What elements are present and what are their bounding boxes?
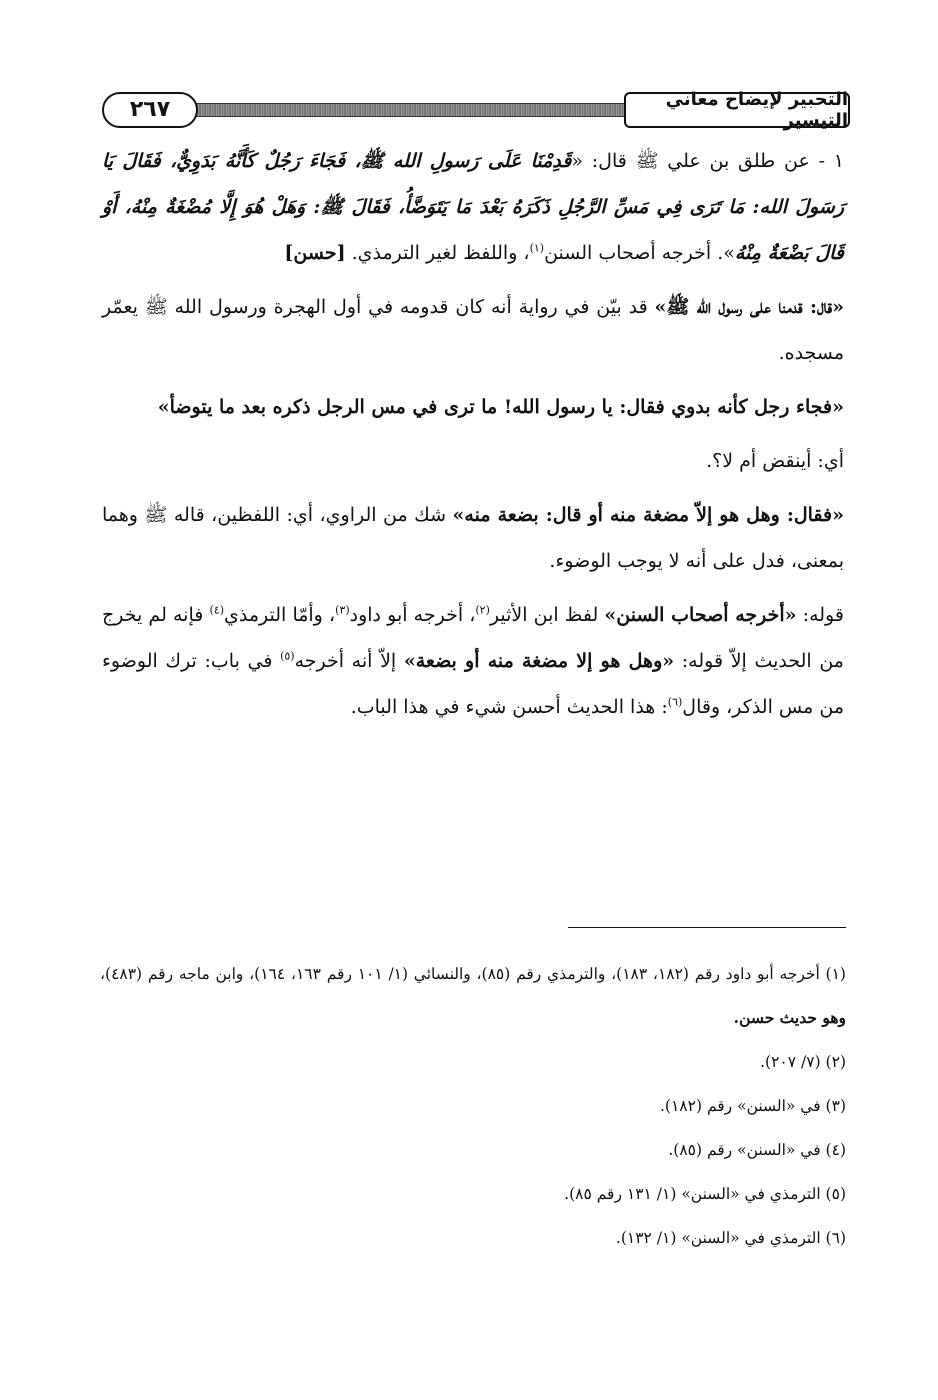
footnote-6: (٦) الترمذي في «السنن» (١/ ١٣٢).: [615, 1229, 846, 1247]
commentary-text: فإنه لم يخرج من الحديث إلاّ قوله:: [102, 604, 844, 672]
commentary-paragraph: [102, 438, 844, 484]
footnote-1: [100, 952, 846, 1040]
book-title: التحبير لإيضاح معاني التيسير: [624, 92, 850, 128]
commentary-paragraph: [102, 384, 844, 430]
commentary-text: شك من الراوي، أي: اللفظين، قاله ﷺ وهما بمعنى، فدل على أنه لا يوجب الوضوء.: [102, 504, 844, 572]
commentary-text: لفظ ابن الأثير: [489, 604, 605, 626]
footnote-grade: وهو حديث حسن.: [733, 1008, 846, 1027]
commentary-text: ، وأمّا الترمذي: [224, 604, 336, 626]
footnote-text: (١) أخرجه أبو داود رقم (١٨٢، ١٨٣)، والترمذي رقم (٨٥)، والنسائي (١/ ١٠١ رقم ١٦٣، ١٦٤)، وابن ماجه رقم (٤٨٣)،: [100, 965, 846, 983]
commentary-paragraph: [102, 492, 844, 584]
commentary-quote: «فجاء رجل كأنه بدوي فقال: يا رسول الله! ما ترى في مس الرجل ذكره بعد ما يتوضأ»: [157, 396, 844, 418]
footnote-ref-6: (٦): [667, 695, 683, 709]
page-number: ٢٦٧: [102, 92, 198, 128]
hadith-paragraph: [102, 138, 844, 276]
commentary-quote: «فقال: وهل هو إلاّ مضغة منه أو قال: بضعة منه»: [452, 504, 844, 526]
commentary-quote: «أخرجه أصحاب السنن»: [604, 604, 797, 626]
footnote-ref-3: (٣): [335, 603, 350, 617]
footnote-ref-2: (٢): [475, 603, 490, 617]
footnote-4: (٤) في «السنن» رقم (٨٥).: [668, 1141, 846, 1159]
hadith-source-note: ، واللفظ لغير الترمذي.: [345, 242, 530, 264]
page-header: [98, 89, 850, 131]
commentary-quote: «قال: قدمنا على رسول الله ﷺ»: [654, 296, 844, 318]
commentary-quote: «وهل هو إلا مضغة منه أو بضعة»: [403, 650, 675, 672]
footnote-3: (٣) في «السنن» رقم (١٨٢).: [660, 1097, 846, 1115]
commentary-text: ، أخرجه أبو داود: [349, 604, 476, 626]
commentary-paragraph: [102, 284, 844, 376]
commentary-text: قد بيّن في رواية أنه كان قدومه في أول الهجرة ورسول الله ﷺ يعمّر مسجده.: [102, 296, 844, 364]
commentary-text: أي: أينقض أم لا؟.: [706, 450, 844, 472]
footnote-5: (٥) الترمذي في «السنن» (١/ ١٣١ رقم ٨٥).: [564, 1185, 846, 1203]
hadith-text: قَدِمْنَا عَلَى رَسولِ الله ﷺ، فَجَاءَ رَجُلٌ كَأَنَّهُ بَدَوِيٌّ، فَقَالَ يَا رَسَولَ الله: مَا تَرَى فِي مَسِّ الرَّجُلِ ذَكَرَهُ بَعْدَ مَا يَتَوَضَّأُ، فَقَالَ ﷺ: وَهَلْ هُوَ إِلَّا مُضْغَةٌ مِنْهُ، أَوْ قَالَ بَضْعَةٌ مِنْهُ: [102, 150, 844, 264]
header-decorative-band: [182, 103, 626, 117]
hadith-intro: ١ - عن طلق بن علي ﷺ قال: «: [571, 150, 844, 172]
main-text: [102, 138, 844, 738]
footnote-divider: [568, 927, 846, 928]
footnote-ref-1: (١): [529, 241, 545, 255]
commentary-paragraph: [102, 592, 844, 730]
commentary-text: في باب: ترك الوضوء من مس الذكر، وقال: [102, 650, 844, 718]
hadith-source: ». أخرجه أصحاب السنن: [544, 242, 735, 264]
footnote-2: (٢) (٧/ ٢٠٧).: [760, 1053, 846, 1071]
footnote-ref-5: (٥): [280, 649, 295, 663]
footnote-ref-4: (٤): [209, 603, 224, 617]
commentary-text: إلاّ أنه أخرجه: [294, 650, 404, 672]
footnotes: [100, 952, 846, 1260]
hadith-grade: [حسن]: [284, 242, 346, 264]
commentary-text: : هذا الحديث أحسن شيء في هذا الباب.: [350, 696, 668, 718]
commentary-text: قوله:: [796, 604, 844, 626]
